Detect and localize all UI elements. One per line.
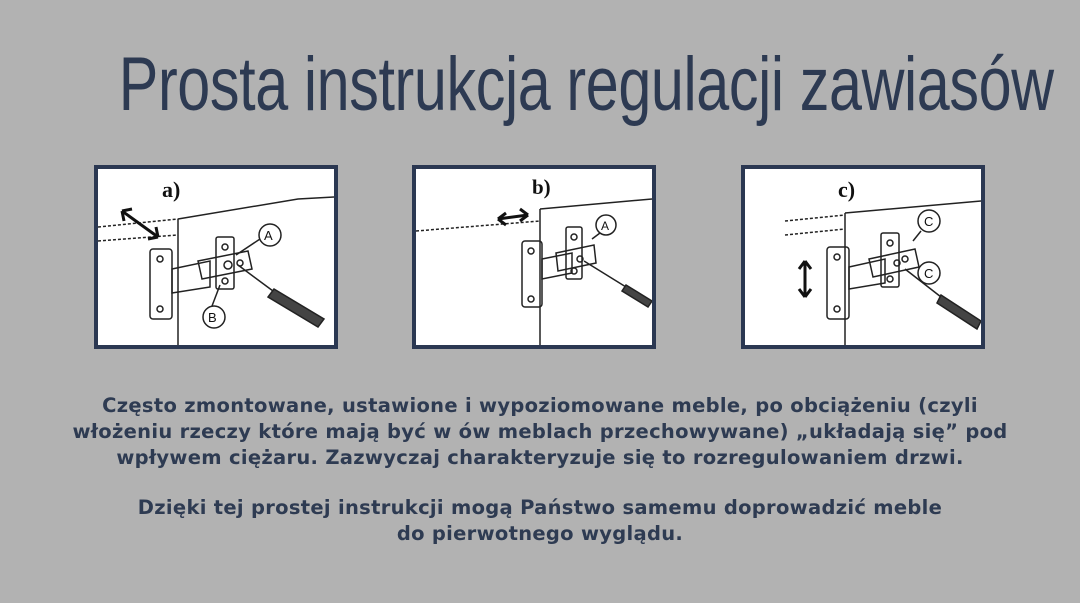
- intro-line-1: Często zmontowane, ustawione i wypoziomowane meble, po obciążeniu (czyli: [102, 394, 978, 417]
- closing-paragraph: [40, 495, 1040, 547]
- panel-label-a: a): [162, 177, 181, 202]
- hinge-diagram-b: [412, 165, 656, 349]
- page-title: Prosta instrukcja regulacji zawiasów: [118, 42, 1054, 127]
- callout-c-lower: C: [924, 266, 934, 281]
- callout-b: B: [208, 310, 217, 325]
- hinge-illustration-a: [98, 169, 334, 345]
- callout-a: A: [601, 219, 610, 233]
- callout-c-upper: C: [924, 214, 934, 229]
- hinge-diagram-a: [94, 165, 338, 349]
- callout-a: A: [264, 228, 273, 243]
- hinge-diagram-c: [741, 165, 985, 349]
- intro-paragraph: [40, 393, 1040, 471]
- intro-line-3: wpływem ciężaru. Zazwyczaj charakteryzuje się to rozregulowaniem drzwi.: [116, 446, 964, 469]
- panel-label-b: b): [532, 175, 551, 199]
- panel-label-c: c): [838, 177, 856, 202]
- intro-line-2: włożeniu rzeczy które mają być w ów meblach przechowywane) „układają się” pod: [72, 420, 1008, 443]
- hinge-illustration-c: [745, 169, 981, 345]
- closing-line-2: do pierwotnego wyglądu.: [396, 522, 684, 545]
- closing-line-1: Dzięki tej prostej instrukcji mogą Państwo samemu doprowadzić meble: [137, 496, 943, 519]
